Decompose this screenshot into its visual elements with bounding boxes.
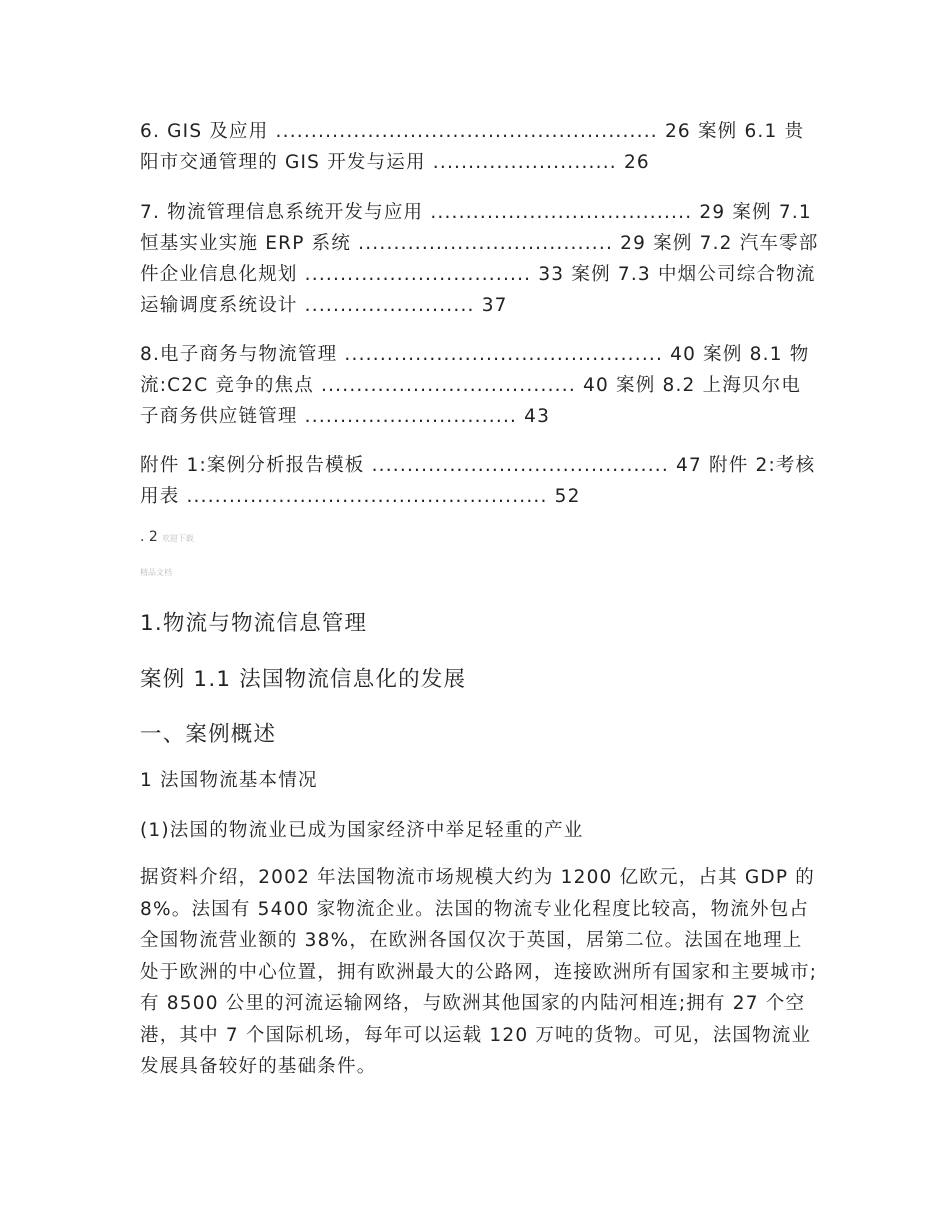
doc-note: 精品文档 xyxy=(140,568,172,577)
download-note: 欢迎下载 xyxy=(161,534,194,543)
page-number: . 2 xyxy=(140,529,158,545)
sub-heading-industry: (1)法国的物流业已成为国家经济中举足轻重的产业 xyxy=(140,820,584,841)
body-paragraph: 据资料介绍，2002 年法国物流市场规模大约为 1200 亿欧元，占其 GDP 的 8%。法国有 5400 家物流企业。法国的物流专业化程度比较高，物流外包占全国物流营业额的 38%，在欧洲各国仅次于英国，居第二位。法国在地理上处于欧洲的中心位置，拥有欧洲最大的公路网，连接欧洲所有国家和主要城市;有 8500 公里的河流运输网络，与欧洲其他国家的内陆河相连;拥有 27 个空港，其中 7 个国际机场，每年可以运载 120 万吨的货物。可见，法国物流业发展具备较好的基础条件。 xyxy=(140,867,818,1077)
page-number-line xyxy=(140,529,194,545)
case-title: 案例 1.1 法国物流信息化的发展 xyxy=(140,667,467,692)
section-title: 1.物流与物流信息管理 xyxy=(140,611,368,636)
sub-heading-basic-situation: 1 法国物流基本情况 xyxy=(140,770,318,791)
toc-entry-7: 7. 物流管理信息系统开发与应用 ..................................... 29 案例 7.1 恒基实业实施 ERP 系统 .................................... 29 案例 7.2 汽车零部件企业信息化规划 ................................ 33 案例 7.3 中烟公司综合物流运输调度系统设计 ........................ 37 xyxy=(140,202,819,316)
toc-entry-6: 6. GIS 及应用 ...................................................... 26 案例 6.1 贵阳市交通管理的 GIS 开发与运用 .......................... 26 xyxy=(140,121,805,173)
toc-appendix: 附件 1:案例分析报告模板 .......................................... 47 附件 2:考核用表 ................................................... 52 xyxy=(140,455,816,507)
toc-entry-8: 8.电子商务与物流管理 ............................................. 40 案例 8.1 物流:C2C 竞争的焦点 .................................... 40 案例 8.2 上海贝尔电子商务供应链管理 .............................. 43 xyxy=(140,344,810,427)
overview-heading: 一、案例概述 xyxy=(140,722,277,747)
